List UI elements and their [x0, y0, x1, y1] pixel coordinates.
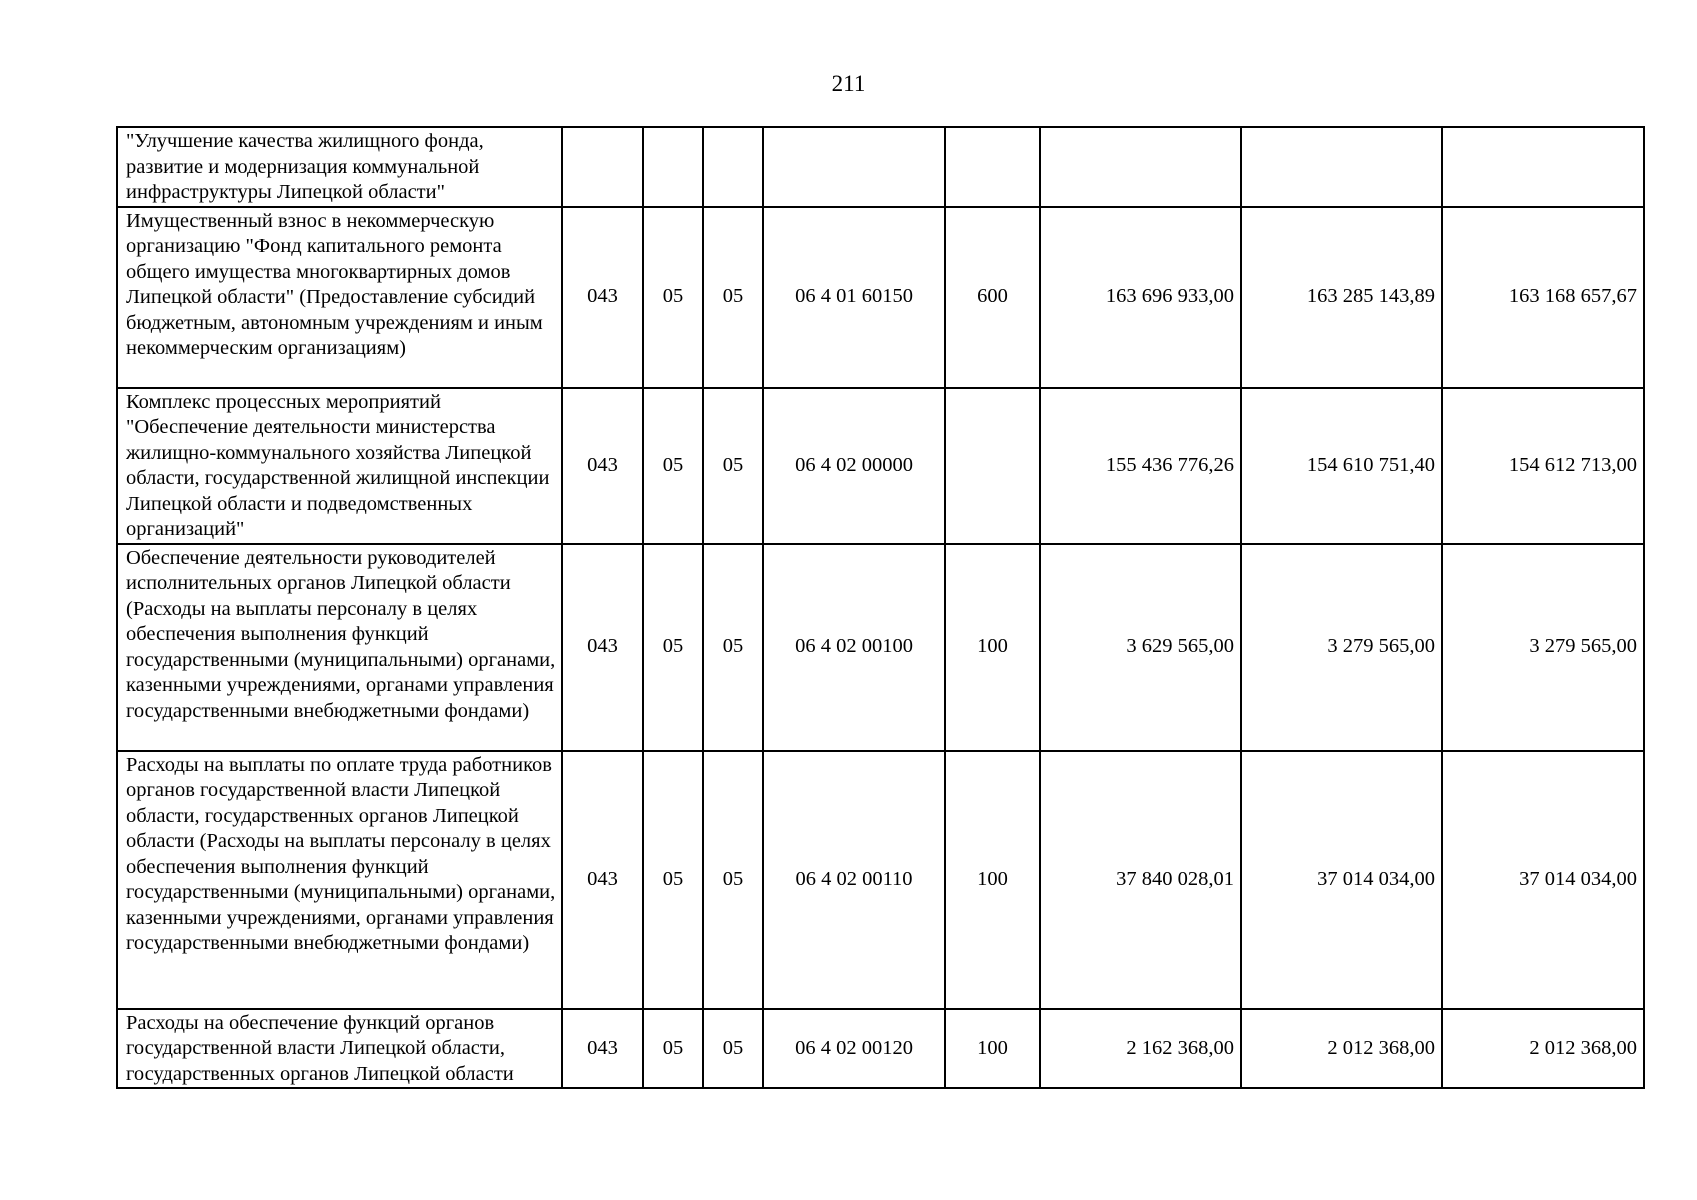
- subsection-code: 05: [703, 388, 763, 544]
- row-description: Имущественный взнос в некоммерческую организацию "Фонд капитального ремонта общего имущества многоквартирных домов Липецкой области" (Предоставление субсидий бюджетным, автономным учреждениям и иным некоммерческим организациям): [117, 207, 562, 388]
- amount-year-1: 163 696 933,00: [1040, 207, 1241, 388]
- ministry-code: 043: [562, 1009, 643, 1089]
- ministry-code: 043: [562, 544, 643, 751]
- target-article-code: 06 4 02 00100: [763, 544, 945, 751]
- expense-type-code: 100: [945, 544, 1040, 751]
- target-article-code: 06 4 02 00120: [763, 1009, 945, 1089]
- budget-table: [116, 126, 1645, 1089]
- amount-year-1: 3 629 565,00: [1040, 544, 1241, 751]
- section-code: 05: [643, 544, 703, 751]
- row-description: Расходы на выплаты по оплате труда работников органов государственной власти Липецкой области, государственных органов Липецкой области (Расходы на выплаты персоналу в целях обеспечения выполнения функций государственными (муниципальными) органами, казенными учреждениями, органами управления государственными внебюджетными фондами): [117, 751, 562, 1009]
- table-row: [117, 751, 1644, 1009]
- amount-year-2: 3 279 565,00: [1241, 544, 1442, 751]
- amount-year-2: 37 014 034,00: [1241, 751, 1442, 1009]
- subsection-code: 05: [703, 544, 763, 751]
- table-row: [117, 207, 1644, 388]
- target-article-code: 06 4 02 00000: [763, 388, 945, 544]
- ministry-code: 043: [562, 751, 643, 1009]
- amount-year-3: 37 014 034,00: [1442, 751, 1644, 1009]
- amount-year-1: [1040, 127, 1241, 207]
- page-number: 211: [831, 71, 866, 96]
- ministry-code: 043: [562, 207, 643, 388]
- expense-type-code: 100: [945, 1009, 1040, 1089]
- section-code: 05: [643, 751, 703, 1009]
- subsection-code: 05: [703, 751, 763, 1009]
- target-article-code: 06 4 01 60150: [763, 207, 945, 388]
- row-description: Расходы на обеспечение функций органов государственной власти Липецкой области, государственных органов Липецкой области: [117, 1009, 562, 1089]
- expense-type-code: 100: [945, 751, 1040, 1009]
- ministry-code: 043: [562, 388, 643, 544]
- amount-year-3: 2 012 368,00: [1442, 1009, 1644, 1089]
- table-row: [117, 127, 1644, 207]
- amount-year-3: 3 279 565,00: [1442, 544, 1644, 751]
- subsection-code: [703, 127, 763, 207]
- amount-year-2: [1241, 127, 1442, 207]
- section-code: 05: [643, 207, 703, 388]
- table-row: [117, 544, 1644, 751]
- expense-type-code: 600: [945, 207, 1040, 388]
- amount-year-3: 154 612 713,00: [1442, 388, 1644, 544]
- target-article-code: 06 4 02 00110: [763, 751, 945, 1009]
- table-row: [117, 388, 1644, 544]
- section-code: [643, 127, 703, 207]
- section-code: 05: [643, 388, 703, 544]
- subsection-code: 05: [703, 1009, 763, 1089]
- amount-year-1: 2 162 368,00: [1040, 1009, 1241, 1089]
- amount-year-2: 154 610 751,40: [1241, 388, 1442, 544]
- subsection-code: 05: [703, 207, 763, 388]
- row-description: Обеспечение деятельности руководителей исполнительных органов Липецкой области (Расходы на выплаты персоналу в целях обеспечения выполнения функций государственными (муниципальными) органами, казенными учреждениями, органами управления государственными внебюджетными фондами): [117, 544, 562, 751]
- ministry-code: [562, 127, 643, 207]
- amount-year-1: 37 840 028,01: [1040, 751, 1241, 1009]
- amount-year-1: 155 436 776,26: [1040, 388, 1241, 544]
- row-description: "Улучшение качества жилищного фонда, развитие и модернизация коммунальной инфраструктуры Липецкой области": [117, 127, 562, 207]
- target-article-code: [763, 127, 945, 207]
- expense-type-code: [945, 388, 1040, 544]
- amount-year-3: 163 168 657,67: [1442, 207, 1644, 388]
- row-description: Комплекс процессных мероприятий "Обеспечение деятельности министерства жилищно-коммунального хозяйства Липецкой области, государственной жилищной инспекции Липецкой области и подведомственных организаций": [117, 388, 562, 544]
- amount-year-2: 2 012 368,00: [1241, 1009, 1442, 1089]
- table-row: [117, 1009, 1644, 1089]
- amount-year-3: [1442, 127, 1644, 207]
- amount-year-2: 163 285 143,89: [1241, 207, 1442, 388]
- section-code: 05: [643, 1009, 703, 1089]
- expense-type-code: [945, 127, 1040, 207]
